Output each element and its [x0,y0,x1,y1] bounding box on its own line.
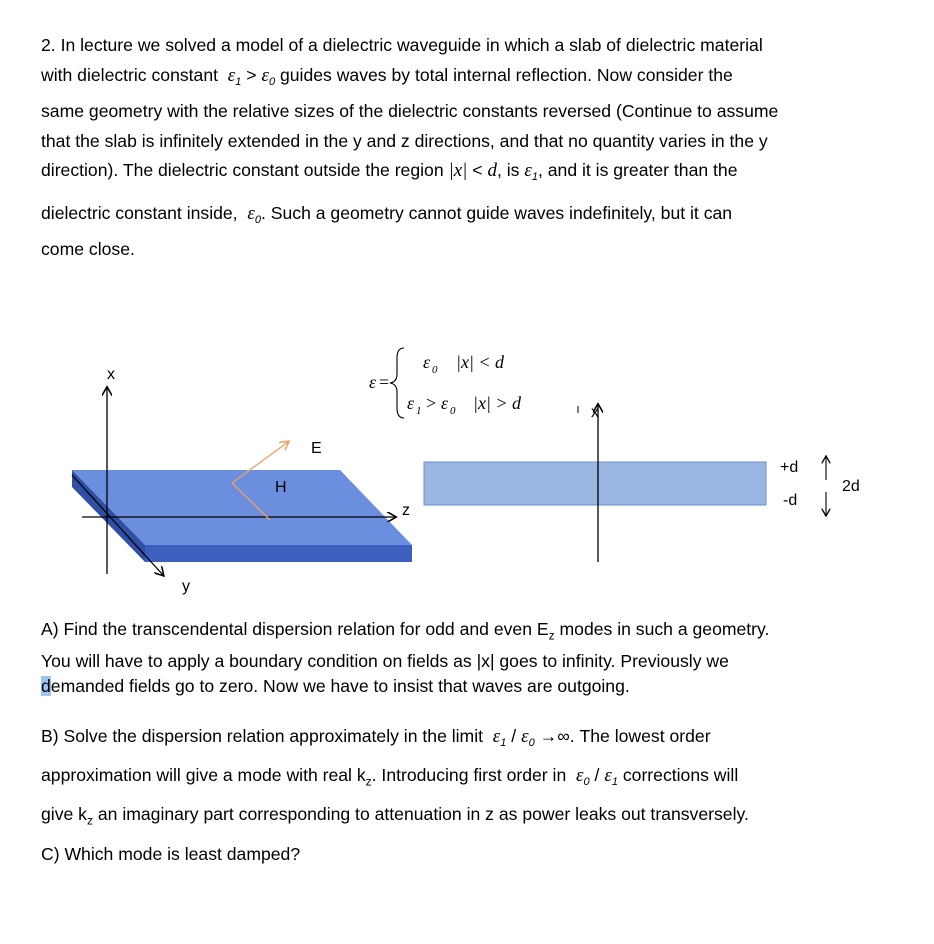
qa-line-3: demanded fields go to zero. Now we have to insist that waves are outgoing. [41,675,630,696]
two-d-label: 2d [842,478,860,495]
case1-cond: |x| < d [456,352,505,372]
qb-line-3: give $k_z$ an imaginary part corresponding to attenuation in z as power leaks out transversely. [41,804,749,828]
left-z-label: z [402,502,410,519]
left-y-label: y [182,578,190,595]
intro-line-2: with dielectric constant $\varepsilon_1 > \varepsilon_0$ guides waves by total internal reflection. Now consider the [41,64,733,88]
qa-line-2: You will have to apply a boundary condition on fields as |x| goes to infinity. Previously we [41,650,729,671]
problem-intro [41,31,901,265]
eps-symbol: ε [369,372,377,392]
case2-gt: > [426,393,437,413]
intro-line-4: that the slab is infinitely extended in the y and z directions, and that no quantity varies in the y [41,130,768,151]
intro-line-3: same geometry with the relative sizes of the dielectric constants reversed (Continue to assume [41,101,779,121]
case1-eps: ε [423,352,431,372]
qb-line-1: B) Solve the dispersion relation approximately in the limit $\varepsilon_1 / \varepsilon_0$ →∞. The lowest order [41,726,711,749]
plus-d-label: +d [780,459,799,476]
case2-cond: |x| > d [473,393,522,413]
intro-line-5: direction). The dielectric constant outside the region |x| < d, is $\varepsilon_1$, and it is greater than the [41,160,738,183]
intro-line-7: come close. [41,239,135,259]
question-a [41,617,911,699]
minus-d-label: -d [783,492,798,509]
brace [390,348,404,418]
intro-line-6: dielectric constant inside, $\varepsilon_0$. Such a geometry cannot guide waves indefinitely, but it can [41,202,733,226]
case1-sub: 0 [432,364,438,376]
left-x-label: x [107,366,115,383]
E-label: E [311,440,322,457]
qa-line-1: A) Find the transcendental dispersion relation for odd and even $E_z$ modes in such a geometry. [41,619,770,643]
case2-sub1: 1 [416,405,422,417]
qb-line-2: approximation will give a mode with real $k_z$. Introducing first order in $\varepsilon_0 / \varepsilon_1$ corrections will [41,765,739,789]
case2-sub0: 0 [450,405,456,417]
question-b [41,720,911,837]
H-label: H [275,479,287,496]
slab-cross-section [424,462,766,505]
case2-eps1: ε [407,393,415,413]
eps-equals: = [379,372,390,392]
case2-eps0: ε [441,393,449,413]
question-c: C) Which mode is least damped? [41,844,301,864]
right-x-label: x [591,404,599,421]
slab-front [145,545,412,562]
intro-line-1: 2. In lecture we solved a model of a dielectric waveguide in which a slab of dielectric material [41,35,763,55]
